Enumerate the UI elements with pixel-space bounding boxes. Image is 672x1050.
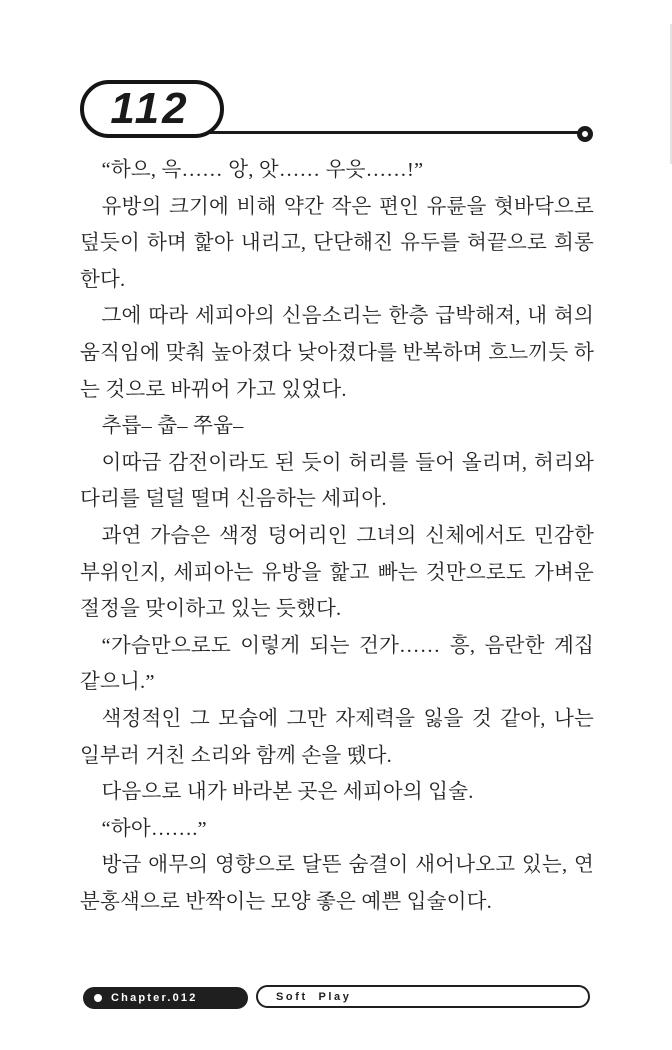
chapter-badge <box>83 987 248 1009</box>
paragraph: 유방의 크기에 비해 약간 작은 편인 유륜을 혓바닥으로 덮듯이 하며 핥아 내리고, 단단해진 유두를 혀끝으로 희롱한다. <box>80 195 594 291</box>
section-title-badge <box>256 985 590 1008</box>
paragraph: “가슴만으로도 이렇게 되는 건가…… 흥, 음란한 계집 같으니.” <box>80 634 594 694</box>
paragraph: 방금 애무의 영향으로 달뜬 숨결이 새어나오고 있는, 연분홍색으로 반짝이는 모양 좋은 예쁜 입술이다. <box>80 854 594 913</box>
header-rule-end-ring-icon <box>577 126 593 142</box>
paragraph: “하으, 윽…… 앙, 앗…… 우읏……!” <box>101 159 424 181</box>
page-number-badge <box>80 80 224 138</box>
page-number: 112 <box>110 84 190 133</box>
paragraph: 추릅– 춥– 쭈웁– <box>101 415 244 438</box>
paragraph: 다음으로 내가 바라본 곳은 세피아의 입술. <box>101 781 474 804</box>
paragraph: 이따금 감전이라도 된 듯이 허리를 들어 올리며, 허리와 다리를 덜덜 떨며 신음하는 세피아. <box>80 451 594 511</box>
paragraph: 색정적인 그 모습에 그만 자제력을 잃을 것 같아, 나는 일부러 거친 소리와 함께 손을 뗐다. <box>80 707 594 767</box>
paragraph: “하아…….” <box>101 817 207 840</box>
chapter-label: Chapter.012 <box>111 992 198 1004</box>
paragraph: 과연 가슴은 색정 덩어리인 그녀의 신체에서도 민감한 부위인지, 세피아는 유방을 핥고 빠는 것만으로도 가벼운 절정을 맞이하고 있는 듯했다. <box>80 524 594 621</box>
bullet-dot-icon <box>94 994 102 1002</box>
paragraph: 그에 따라 세피아의 신음소리는 한층 급박해져, 내 혀의 움직임에 맞춰 높아졌다 낮아졌다를 반복하며 흐느끼듯 하는 것으로 바뀌어 가고 있었다. <box>80 305 594 401</box>
body-text <box>80 152 594 920</box>
header-rule-line <box>210 131 582 134</box>
section-label: Soft Play <box>276 990 352 1003</box>
